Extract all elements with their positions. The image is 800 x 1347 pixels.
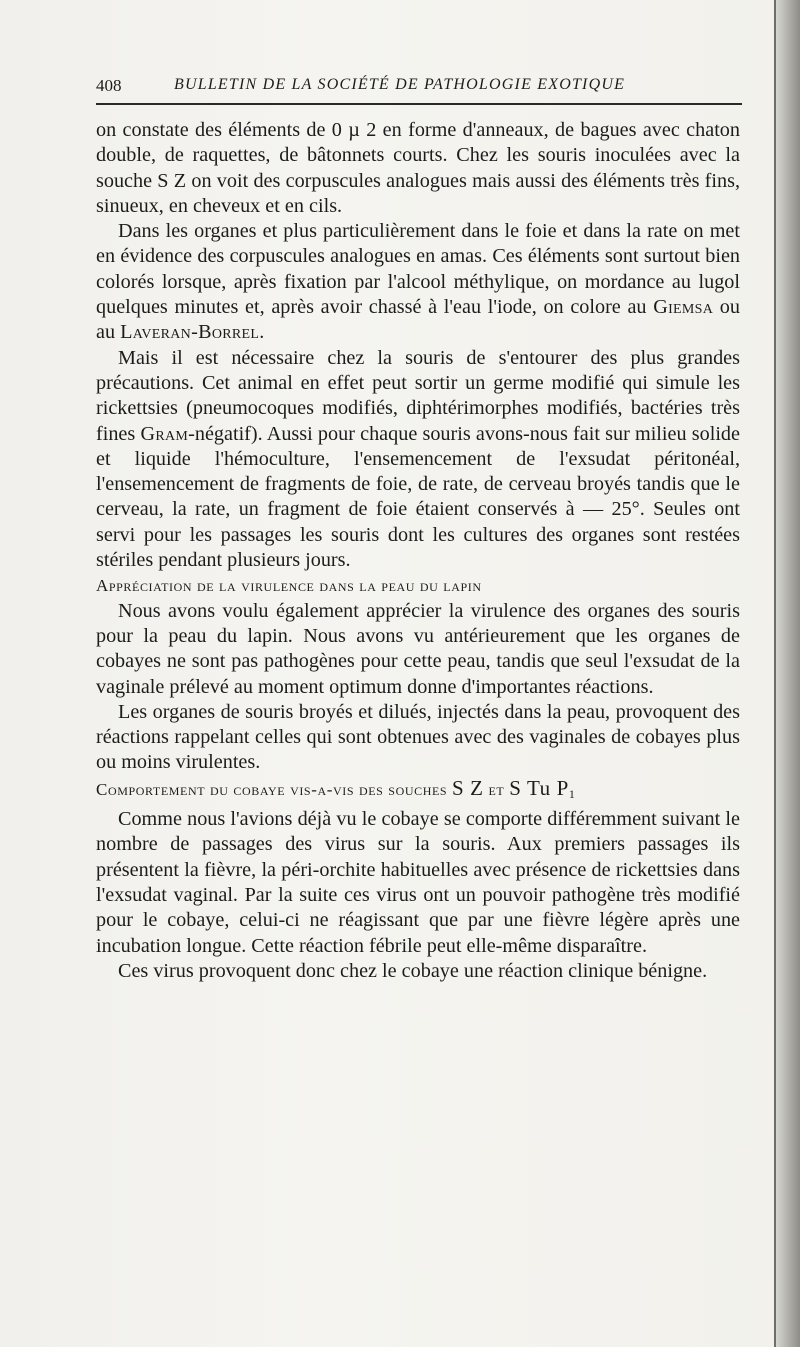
paragraph-4: Nous avons voulu également apprécier la virulence des organes des souris pour la peau du lapin. Nous avons vu antérieurement que les organes de cobayes ne sont pas pathogènes pour cette peau, tandis que seul l'exsudat de la vaginale prélevé au moment optimum donne d'importantes réactions. [96, 599, 740, 698]
heading-2-subscript: 1 [568, 786, 576, 801]
running-title: BULLETIN DE LA SOCIÉTÉ DE PATHOLOGIE EXOTIQUE [174, 76, 626, 93]
paragraph-6: Comme nous l'avions déjà vu le cobaye se comporte différemment suivant le nombre de passages des virus sur la souris. Aux premiers passages ils présentent la fièvre, la péri-orchite habituelles avec présence de rickettsies dans l'exsudat vaginal. Par la suite ces virus ont un pouvoir pathogène très modifié pour le cobaye, celui-ci ne réagissant que par une fièvre légère après une incubation longue. Cette réaction fébrile peut elle-même disparaître. [96, 808, 740, 957]
page-number: 408 [96, 76, 122, 95]
section-heading-virulence: Appréciation de la virulence dans la peau du lapin [96, 576, 482, 596]
paragraph-2-text-a: Dans les organes et plus particulièrement dans le foie et dans la rate on met en évidence des corpuscules analogues en amas. Ces éléments sont surtout bien colorés lorsque, après fixation par l'alcool méthylique, on mordance au lugol quelques minutes et, après avoir chassé à l'eau l'iode, on colore au [96, 220, 740, 319]
paragraph-5: Les organes de souris broyés et dilués, injectés dans la peau, provoquent des réactions rappelant celles qui sont obtenues avec des vaginales de cobayes plus ou moins virulentes. [96, 700, 740, 774]
header-rule [96, 103, 742, 105]
article-body [96, 118, 740, 984]
paragraph-3-text-a: Mais il est nécessaire chez la souris de s'entourer des plus grandes précautions. Cet animal en effet peut sortir un germe modifié qui simule les rickettsies (pneumocoques modifiés, diphtérimorphes modifiés, bactéries très fines [96, 346, 740, 445]
giemsa-name: Giemsa [653, 296, 714, 319]
running-header [96, 76, 742, 100]
paragraph-3 [96, 346, 740, 574]
heading-2-et: et [488, 779, 505, 799]
page-edge-shadow [774, 0, 800, 1347]
heading-2-text: Comportement du cobaye vis-a-vis des souches [96, 779, 448, 799]
heading-2-strain-stu: S Tu P [509, 775, 569, 800]
laveran-borrel-name: Laveran-Borrel [120, 321, 260, 344]
page-edge-line [774, 0, 776, 1347]
paragraph-2-text-b: ou au [96, 296, 740, 344]
paragraph-3-text-b: -négatif). Aussi pour chaque souris avons-nous fait sur milieu solide et liquide l'hémoculture, l'ensemencement de l'exsudat péritonéal, l'ensemencement de fragments de foie, de rate, de cerveau broyés tandis que le cerveau, la rate, un fragment de foie étaient conservés à — 25°. Seules ont servi pour les passages les souris dont les cultures des organes sont restées stériles pendant plusieurs jours. [96, 422, 740, 572]
paragraph-1: on constate des éléments de 0 µ 2 en forme d'anneaux, de bagues avec chaton double, de raquettes, de bâtonnets courts. Chez les souris inoculées avec la souche S Z on voit des corpuscules analogues mais aussi des éléments très fins, sinueux, en cheveux et en cils. [96, 119, 740, 217]
gram-name: Gram [140, 422, 189, 445]
heading-2-strain-sz: S Z [452, 775, 484, 800]
paragraph-7: Ces virus provoquent donc chez le cobaye une réaction clinique bénigne. [118, 959, 708, 982]
section-heading-comportement [96, 776, 740, 807]
paragraph-2 [96, 219, 740, 345]
paragraph-2-text-c: . [259, 321, 265, 344]
